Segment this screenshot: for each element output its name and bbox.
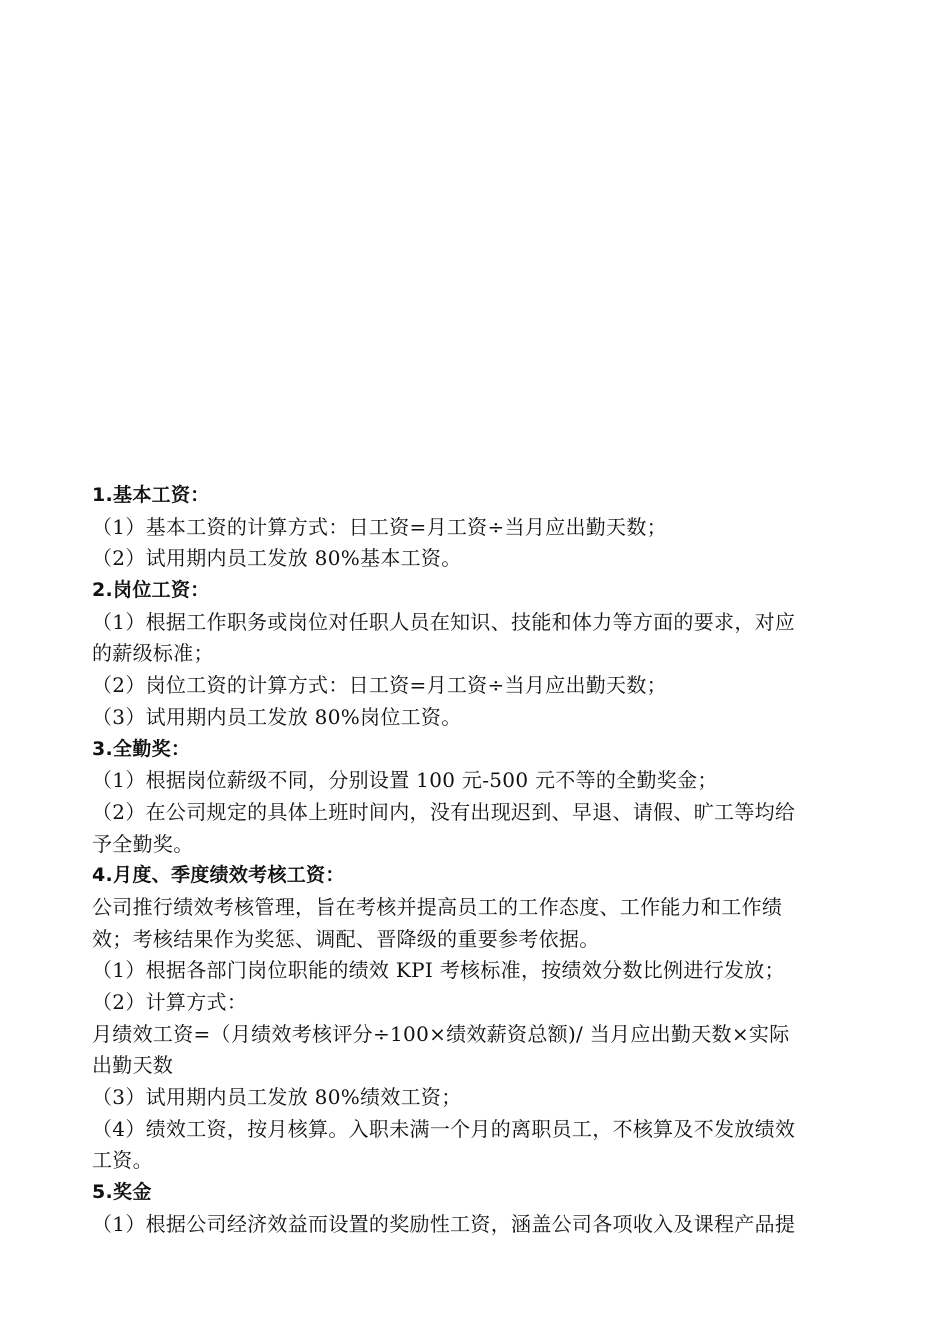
paragraph-line: 的薪级标准；	[92, 641, 214, 666]
paragraph-line: 予全勤奖。	[92, 831, 194, 856]
paragraph-line: （3）试用期内员工发放 80%岗位工资。	[92, 704, 462, 729]
paragraph-line: （1）根据各部门岗位职能的绩效 KPI 考核标准，按绩效分数比例进行发放；	[92, 958, 785, 983]
section-heading-attendance-bonus: 3.全勤奖：	[92, 737, 191, 760]
paragraph-line: （2）在公司规定的具体上班时间内，没有出现迟到、早退、请假、旷工等均给	[92, 799, 796, 824]
paragraph-line: 公司推行绩效考核管理，旨在考核并提高员工的工作态度、工作能力和工作绩	[92, 894, 783, 919]
paragraph-line: 效；考核结果作为奖惩、调配、晋降级的重要参考依据。	[92, 926, 600, 951]
section-heading-bonus: 5.奖金	[92, 1181, 152, 1204]
paragraph-line: 月绩效工资=（月绩效考核评分÷100×绩效薪资总额)/ 当月应出勤天数×实际	[92, 1021, 790, 1046]
paragraph-line: 工资。	[92, 1148, 153, 1173]
section-heading-basic-salary: 1.基本工资：	[92, 484, 210, 506]
section-heading-position-salary: 2.岗位工资：	[92, 579, 210, 602]
paragraph-line: （2）计算方式：	[92, 990, 248, 1014]
paragraph-line: （2）岗位工资的计算方式：日工资=月工资÷当月应出勤天数；	[92, 673, 667, 698]
paragraph-line: （2）试用期内员工发放 80%基本工资。	[92, 546, 462, 571]
paragraph-line: （1）基本工资的计算方式：日工资=月工资÷当月应出勤天数；	[92, 514, 667, 539]
paragraph-line: 出勤天数	[92, 1053, 174, 1078]
paragraph-line: （3）试用期内员工发放 80%绩效工资；	[92, 1085, 462, 1110]
document-body	[92, 480, 862, 1241]
paragraph-line: （4）绩效工资，按月核算。入职未满一个月的离职员工，不核算及不发放绩效	[92, 1116, 796, 1141]
paragraph-line: （1）根据公司经济效益而设置的奖励性工资，涵盖公司各项收入及课程产品提	[92, 1211, 796, 1236]
paragraph-line: （1）根据岗位薪级不同，分别设置 100 元-500 元不等的全勤奖金；	[92, 768, 718, 793]
paragraph-line: （1）根据工作职务或岗位对任职人员在知识、技能和体力等方面的要求，对应	[92, 609, 796, 634]
section-heading-performance-salary: 4.月度、季度绩效考核工资：	[92, 864, 345, 887]
